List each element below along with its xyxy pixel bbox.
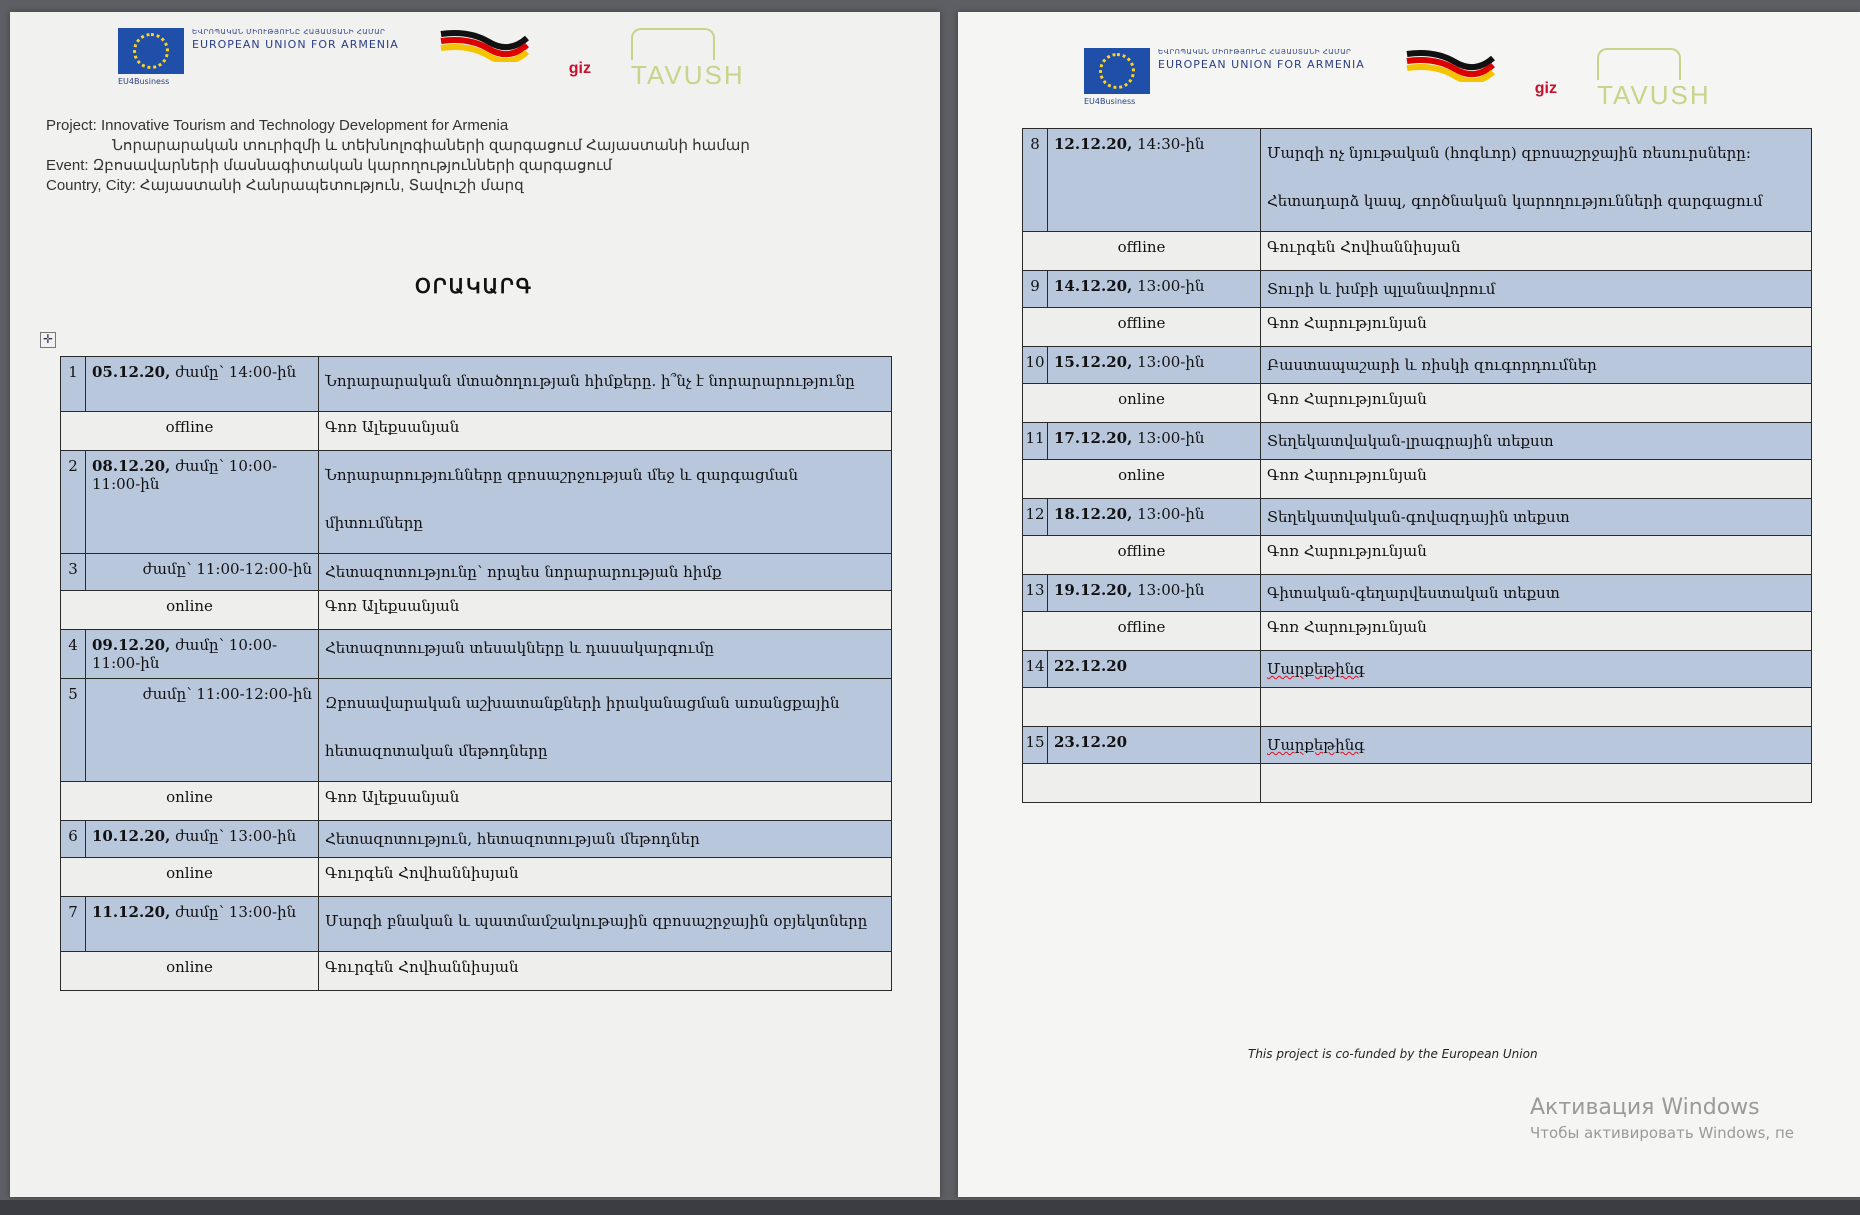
session-row — [61, 897, 892, 952]
session-row — [61, 357, 892, 412]
tavush-text: TAVUSH — [1597, 80, 1711, 110]
session-number: 9 — [1023, 271, 1048, 308]
session-format — [1023, 764, 1261, 803]
tavush-logo — [631, 28, 745, 91]
speaker-row — [61, 858, 892, 897]
tavush-icon — [1597, 48, 1681, 80]
taskbar-edge — [0, 1200, 1860, 1215]
session-row — [1023, 651, 1812, 688]
speaker-name — [1261, 764, 1812, 803]
session-number: 1 — [61, 357, 86, 412]
session-topic — [319, 630, 892, 679]
session-date-bold: 08.12.20, — [92, 457, 171, 475]
session-format: online — [61, 782, 319, 821]
session-time: 14:30-ին — [1132, 135, 1205, 153]
header-logos-right — [1084, 48, 1711, 111]
tavush-text: TAVUSH — [631, 60, 745, 90]
tavush-logo — [1597, 48, 1711, 111]
session-date — [86, 897, 319, 952]
session-time: 13:00-ին — [1132, 353, 1205, 371]
eu-flag-icon — [1084, 48, 1150, 94]
tavush-icon — [631, 28, 715, 60]
session-time: ժամը՝ 10:00-11:00-ին — [92, 636, 278, 672]
session-topic-text: Բաստապաշարի և ռիսկի զուգորդումներ — [1267, 356, 1597, 374]
header-logos — [118, 28, 745, 91]
session-date — [86, 821, 319, 858]
speaker-row — [1023, 688, 1812, 727]
session-row — [61, 630, 892, 679]
eu-english-text: EUROPEAN UNION FOR ARMENIA — [1158, 58, 1365, 71]
session-topic — [1261, 651, 1812, 688]
session-topic-text: Նորարարական մտածողության հիմքերը. ի՞նչ է նորարարությունը — [325, 372, 855, 390]
session-time: ժամը՝ 13:00-ին — [170, 903, 297, 921]
session-date — [86, 357, 319, 412]
session-topic — [319, 357, 892, 412]
project-info — [46, 116, 750, 196]
session-number: 11 — [1023, 423, 1048, 460]
session-topic — [1261, 347, 1812, 384]
eu-english-text: EUROPEAN UNION FOR ARMENIA — [192, 38, 399, 51]
session-number: 2 — [61, 451, 86, 554]
session-topic-text: Զբոսավարական աշխատանքների իրականացման առանցքային հետազոտական մեթոդները — [325, 694, 840, 760]
session-row — [1023, 129, 1812, 232]
session-topic — [1261, 575, 1812, 612]
session-time: 13:00-ին — [1132, 429, 1205, 447]
session-time: 13:00-ին — [1132, 581, 1205, 599]
session-time: ժամը՝ 14:00-ին — [170, 363, 297, 381]
giz-logo: giz — [1534, 80, 1557, 97]
session-topic-text: Հետազոտություն, հետազոտության մեթոդներ — [325, 830, 700, 848]
speaker-row — [1023, 764, 1812, 803]
session-topic-text: Գիտական-գեղարվեստական տեքստ — [1267, 584, 1560, 602]
session-topic — [1261, 129, 1812, 232]
speaker-name: Գոռ Հարությունյան — [1261, 460, 1812, 499]
session-date-bold: 14.12.20, — [1054, 277, 1133, 295]
german-flag-icon — [1405, 48, 1495, 82]
speaker-row — [61, 782, 892, 821]
session-number: 4 — [61, 630, 86, 679]
session-topic — [1261, 271, 1812, 308]
session-row — [1023, 271, 1812, 308]
session-date-bold: 09.12.20, — [92, 636, 171, 654]
speaker-row — [1023, 460, 1812, 499]
agenda-table-right — [1022, 128, 1812, 803]
speaker-name: Գոռ Հարությունյան — [1261, 612, 1812, 651]
activation-title: Активация Windows — [1530, 1095, 1760, 1120]
session-topic — [319, 821, 892, 858]
session-format: online — [1023, 384, 1261, 423]
country-line: Country, City: Հայաստանի Հանրապետություն, Տավուշի մարզ — [46, 177, 524, 194]
session-number: 14 — [1023, 651, 1048, 688]
windows-activation-watermark — [1530, 1095, 1794, 1142]
session-row — [61, 679, 892, 782]
session-date-bold: 22.12.20 — [1054, 657, 1128, 675]
session-date-bold: 17.12.20, — [1054, 429, 1133, 447]
session-topic — [319, 554, 892, 591]
german-cooperation-logo — [439, 28, 529, 62]
session-time: ժամը՝ 10:00-11:00-ին — [92, 457, 278, 493]
session-time: 13:00-ին — [1132, 277, 1205, 295]
session-row — [61, 821, 892, 858]
speaker-row — [1023, 536, 1812, 575]
session-date — [86, 630, 319, 679]
session-date — [1048, 651, 1261, 688]
session-row — [1023, 727, 1812, 764]
eu4business-text: EU4Business — [118, 77, 170, 86]
session-format: offline — [1023, 232, 1261, 271]
session-topic — [319, 897, 892, 952]
eu-armenian-text: ԵՎՐՈՊԱԿԱՆ ՄԻՈՒԹՅՈՒՆԸ ՀԱՅԱՍՏԱՆԻ ՀԱՄԱՐ — [192, 28, 386, 36]
eu-armenian-text: ԵՎՐՈՊԱԿԱՆ ՄԻՈՒԹՅՈՒՆԸ ՀԱՅԱՍՏԱՆԻ ՀԱՄԱՐ — [1158, 48, 1352, 56]
session-topic-text: Մարզի ոչ նյութական (հոգևոր) զբոսաշրջային ռեսուրսները: Հետադարձ կապ, գործնական կարողությունների զարգացում — [1267, 144, 1763, 210]
session-format: online — [61, 952, 319, 991]
session-date-bold: 23.12.20 — [1054, 733, 1128, 751]
speaker-row — [61, 412, 892, 451]
session-topic-text: Մարքեթինգ — [1267, 736, 1365, 754]
session-topic-text: Մարզի բնական և պատմամշակութային զբոսաշրջային օբյեկտները — [325, 912, 868, 930]
session-time: ժամը՝ 11:00-12:00-ին — [142, 685, 312, 703]
giz-logo: giz — [568, 60, 591, 77]
speaker-row — [61, 952, 892, 991]
session-number: 12 — [1023, 499, 1048, 536]
session-date-bold: 19.12.20, — [1054, 581, 1133, 599]
agenda-table-left — [60, 356, 892, 991]
session-date — [1048, 129, 1261, 232]
eu4business-text: EU4Business — [1084, 97, 1136, 106]
session-date — [86, 679, 319, 782]
speaker-name: Գոռ Հարությունյան — [1261, 536, 1812, 575]
document-page-right — [958, 12, 1860, 1197]
session-date-bold: 15.12.20, — [1054, 353, 1133, 371]
german-cooperation-logo — [1405, 48, 1495, 82]
speaker-row — [1023, 232, 1812, 271]
session-date — [1048, 271, 1261, 308]
session-row — [1023, 575, 1812, 612]
speaker-name — [1261, 688, 1812, 727]
cofunded-note: This project is co-funded by the European Union — [1248, 1047, 1538, 1061]
session-row — [1023, 347, 1812, 384]
speaker-name: Գոռ Ալեքսանյան — [319, 412, 892, 451]
session-date — [1048, 575, 1261, 612]
session-date — [86, 554, 319, 591]
session-topic-text: Տեղեկատվական-լրագրային տեքստ — [1267, 432, 1554, 450]
session-format: offline — [1023, 308, 1261, 347]
event-line: Event: Զբոսավարների մասնագիտական կարողությունների զարգացում — [46, 157, 613, 174]
session-topic-text: Հետազոտությունը՝ որպես նորարարության հիմք — [325, 563, 722, 581]
session-date-bold: 05.12.20, — [92, 363, 171, 381]
session-number: 7 — [61, 897, 86, 952]
session-format: offline — [61, 412, 319, 451]
session-format: online — [1023, 460, 1261, 499]
session-topic — [1261, 727, 1812, 764]
session-date — [1048, 347, 1261, 384]
session-format: online — [61, 858, 319, 897]
session-row — [61, 451, 892, 554]
speaker-name: Գոռ Ալեքսանյան — [319, 591, 892, 630]
session-topic — [319, 679, 892, 782]
table-move-handle-icon[interactable]: ✛ — [40, 332, 56, 348]
german-flag-icon — [439, 28, 529, 62]
speaker-name: Գոռ Հարությունյան — [1261, 384, 1812, 423]
activation-subtitle: Чтобы активировать Windows, пе — [1530, 1124, 1794, 1142]
session-topic-text: Նորարարությունները զբոսաշրջության մեջ և զարգացման միտումները — [325, 466, 799, 532]
document-page-left — [10, 12, 940, 1197]
session-row — [61, 554, 892, 591]
session-date — [86, 451, 319, 554]
project-line: Project: Innovative Tourism and Technology Development for Armenia — [46, 117, 509, 134]
session-date — [1048, 499, 1261, 536]
speaker-row — [1023, 308, 1812, 347]
session-date-bold: 11.12.20, — [92, 903, 171, 921]
session-date-bold: 12.12.20, — [1054, 135, 1133, 153]
session-number: 15 — [1023, 727, 1048, 764]
session-row — [1023, 423, 1812, 460]
speaker-name: Գուրգեն Հովհաննիսյան — [319, 858, 892, 897]
speaker-row — [61, 591, 892, 630]
session-topic — [1261, 423, 1812, 460]
speaker-name: Գուրգեն Հովհաննիսյան — [1261, 232, 1812, 271]
project-line-armenian: Նորարարական տուրիզմի և տեխնոլոգիաների զարգացում Հայաստանի համար — [112, 137, 750, 154]
session-date-bold: 18.12.20, — [1054, 505, 1133, 523]
speaker-row — [1023, 612, 1812, 651]
session-date — [1048, 423, 1261, 460]
session-number: 5 — [61, 679, 86, 782]
eu-flag-icon — [118, 28, 184, 74]
session-topic — [1261, 499, 1812, 536]
session-date — [1048, 727, 1261, 764]
session-row — [1023, 499, 1812, 536]
session-topic-text: Հետազոտության տեսակները և դասակարգումը — [325, 639, 715, 657]
session-time: 13:00-ին — [1132, 505, 1205, 523]
session-format: offline — [1023, 612, 1261, 651]
session-topic — [319, 451, 892, 554]
session-time: ժամը՝ 13:00-ին — [170, 827, 297, 845]
session-format — [1023, 688, 1261, 727]
speaker-name: Գոռ Հարությունյան — [1261, 308, 1812, 347]
session-topic-text: Տեղեկատվական-գովազդային տեքստ — [1267, 508, 1570, 526]
session-date-bold: 10.12.20, — [92, 827, 171, 845]
page-title: ՕՐԱԿԱՐԳ — [415, 276, 533, 298]
session-number: 6 — [61, 821, 86, 858]
speaker-row — [1023, 384, 1812, 423]
session-topic-text: Մարքեթինգ — [1267, 660, 1365, 678]
session-number: 3 — [61, 554, 86, 591]
session-number: 8 — [1023, 129, 1048, 232]
session-number: 10 — [1023, 347, 1048, 384]
session-topic-text: Տուրի և խմբի պլանավորում — [1267, 280, 1496, 298]
session-format: online — [61, 591, 319, 630]
session-format: offline — [1023, 536, 1261, 575]
session-number: 13 — [1023, 575, 1048, 612]
session-time: ժամը՝ 11:00-12:00-ին — [142, 560, 312, 578]
speaker-name: Գոռ Ալեքսանյան — [319, 782, 892, 821]
speaker-name: Գուրգեն Հովհաննիսյան — [319, 952, 892, 991]
